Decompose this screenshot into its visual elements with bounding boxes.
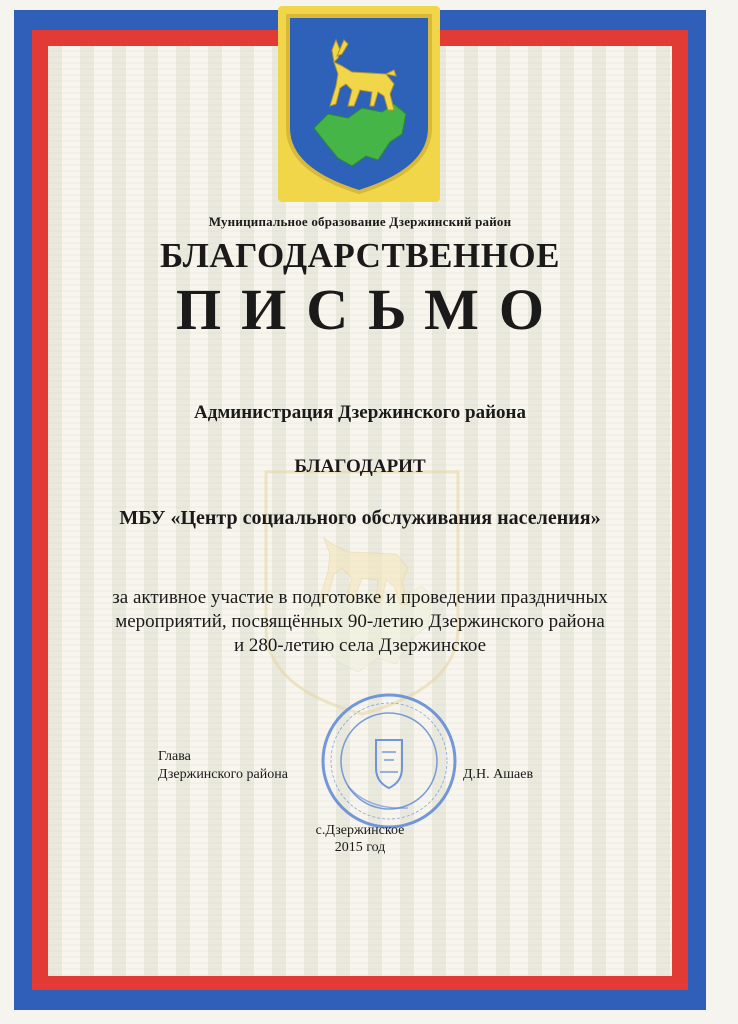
official-seal-icon [318, 690, 460, 832]
place-and-year [280, 822, 440, 856]
year: 2015 год [334, 840, 386, 855]
signatory-post-line-2: Дзержинского района [158, 767, 288, 782]
issuer-line: Администрация Дзержинского района [194, 402, 526, 423]
place: с.Дзержинское [315, 823, 405, 838]
signatory-name: Д.Н. Ашаев [463, 767, 534, 782]
signatory-post-line-1: Глава [158, 749, 191, 764]
signatory-post [158, 748, 288, 784]
reason-paragraph: за активное участие в подготовке и проведении праздничных мероприятий, посвящённых 90-летию Дзержинского района и 280-летию села Дзержинское [112, 587, 608, 656]
coat-of-arms-icon [282, 10, 436, 198]
municipality-line: Муниципальное образование Дзержинский район [208, 214, 512, 229]
title-line-1: БЛАГОДАРСТВЕННОЕ [160, 236, 560, 275]
thanks-verb: БЛАГОДАРИТ [294, 456, 426, 477]
recipient-name: МБУ «Центр социального обслуживания населения» [119, 507, 601, 529]
title-line-2: ПИСЬМО [176, 277, 564, 342]
